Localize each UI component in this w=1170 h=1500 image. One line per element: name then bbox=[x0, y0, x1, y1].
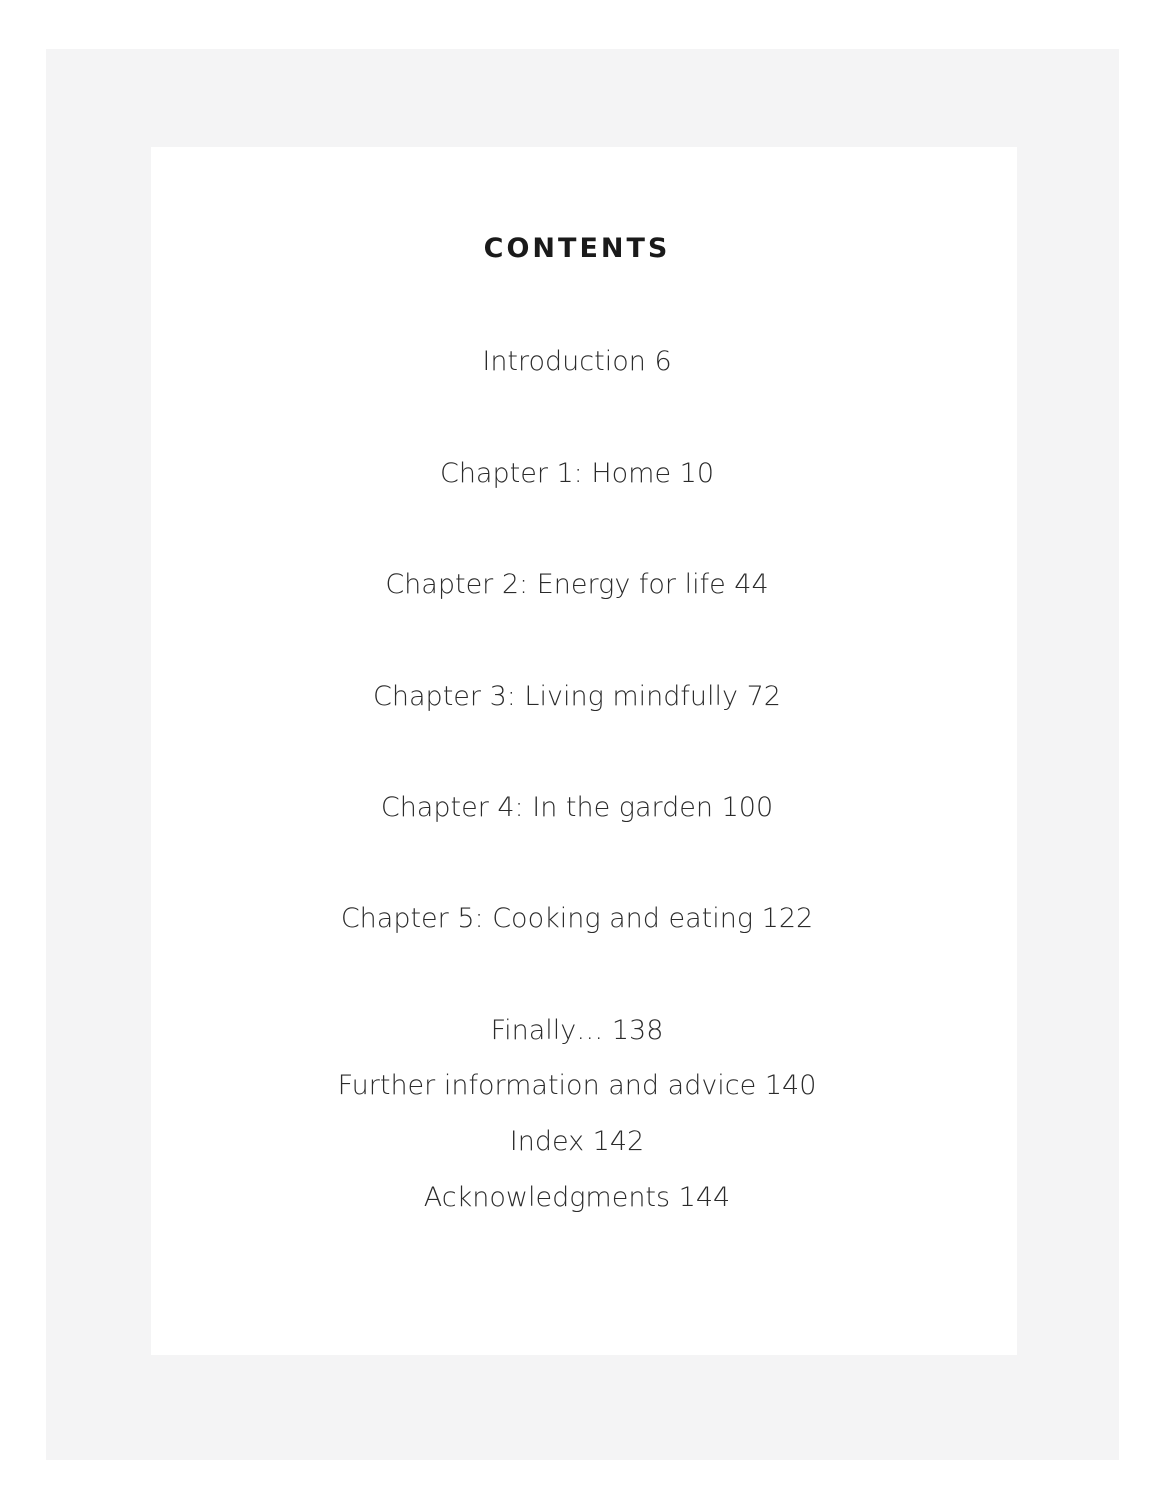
toc-entry-chapter-5: Chapter 5: Cooking and eating 122 bbox=[340, 903, 814, 934]
contents-page bbox=[151, 147, 1017, 1355]
toc-entry-finally: Finally… 138 bbox=[490, 1015, 664, 1046]
toc-entry-chapter-3: Chapter 3: Living mindfully 72 bbox=[373, 681, 781, 712]
toc-entry-chapter-2: Chapter 2: Energy for life 44 bbox=[385, 569, 769, 600]
toc-entry-introduction: Introduction 6 bbox=[482, 346, 672, 377]
toc-entry-chapter-4: Chapter 4: In the garden 100 bbox=[380, 792, 774, 823]
toc-entry-chapter-1: Chapter 1: Home 10 bbox=[439, 458, 715, 489]
toc-entry-acknowledgments: Acknowledgments 144 bbox=[423, 1182, 731, 1213]
toc-entry-index: Index 142 bbox=[509, 1126, 645, 1157]
toc-entry-further-information: Further information and advice 140 bbox=[337, 1070, 817, 1101]
contents-heading: CONTENTS bbox=[483, 233, 671, 264]
